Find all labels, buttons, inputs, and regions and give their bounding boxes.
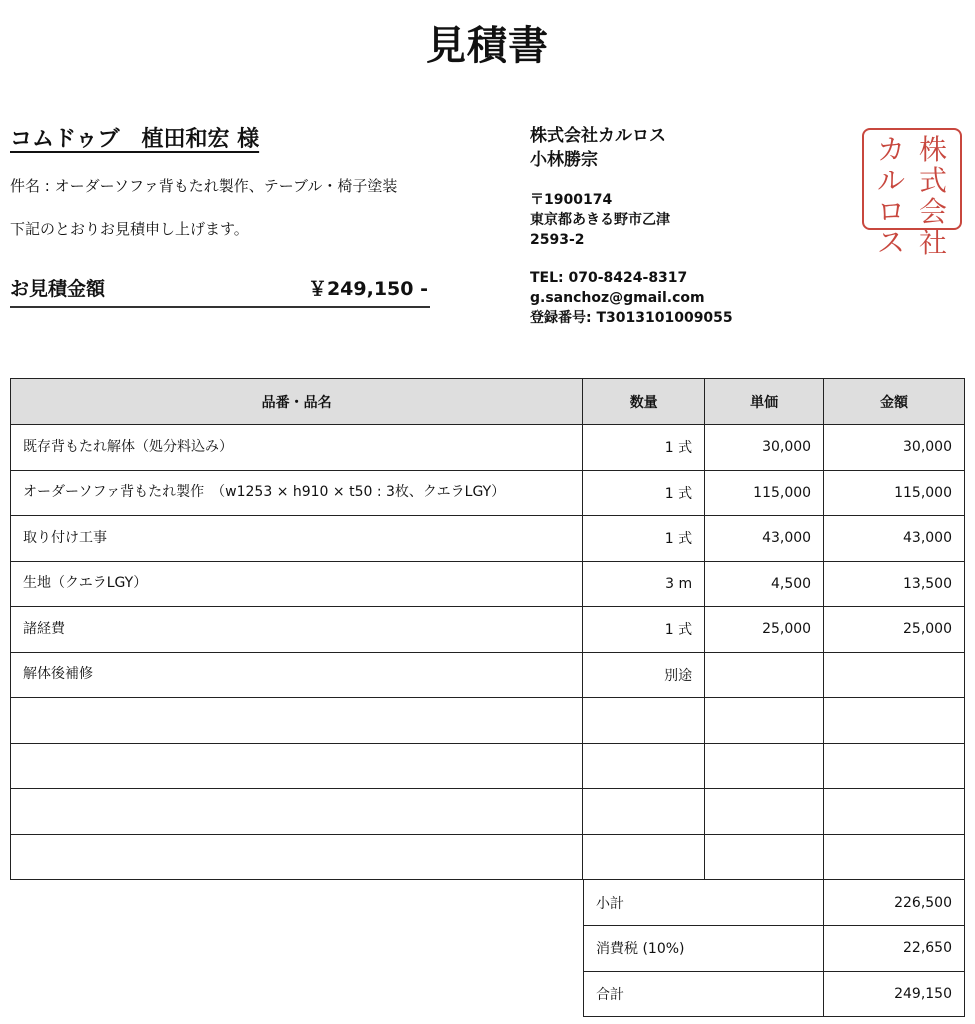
row-quantity <box>583 834 705 880</box>
issuer-postal: 〒1900174 <box>530 192 613 208</box>
header-item-name: 品番・品名 <box>11 379 583 425</box>
table-row <box>11 698 965 744</box>
subtotal-label: 小計 <box>584 880 824 926</box>
seal-column-left: カ ル ロ ス <box>876 133 905 259</box>
row-amount <box>824 652 965 698</box>
company-seal-stamp <box>862 128 962 259</box>
row-unit-price: 43,000 <box>705 516 824 562</box>
row-item-name: 既存背もたれ解体（処分料込み） <box>11 425 583 471</box>
row-amount: 43,000 <box>824 516 965 562</box>
row-amount: 30,000 <box>824 425 965 471</box>
tax-value: 22,650 <box>824 926 965 972</box>
row-quantity <box>583 698 705 744</box>
row-item-name: オーダーソファ背もたれ製作 （w1253 × h910 × t50 : 3枚、クエラLGY） <box>11 470 583 516</box>
row-item-name <box>11 834 583 880</box>
issuer-address1: 東京都あきる野市乙津 <box>530 212 670 228</box>
grand-total-label: 合計 <box>584 971 824 1017</box>
table-row <box>11 470 965 516</box>
row-amount: 13,500 <box>824 561 965 607</box>
row-item-name: 生地（クエラLGY） <box>11 561 583 607</box>
row-item-name: 取り付け工事 <box>11 516 583 562</box>
row-amount <box>824 698 965 744</box>
row-amount: 25,000 <box>824 607 965 653</box>
header-quantity: 数量 <box>583 379 705 425</box>
row-amount <box>824 789 965 835</box>
intro-text: 下記のとおりお見積申し上げます。 <box>10 220 249 238</box>
subject-line: 件名 : オーダーソファ背もたれ製作、テーブル・椅子塗装 <box>10 177 398 195</box>
quote-total-value: ￥249,150 - <box>307 278 428 300</box>
tax-row <box>584 926 965 972</box>
row-amount: 115,000 <box>824 470 965 516</box>
row-unit-price: 4,500 <box>705 561 824 607</box>
grand-total-row <box>584 971 965 1017</box>
issuer-email: g.sanchoz@gmail.com <box>530 290 705 306</box>
row-quantity: 1 式 <box>583 607 705 653</box>
issuer-tel: TEL: 070-8424-8317 <box>530 270 688 286</box>
row-unit-price: 30,000 <box>705 425 824 471</box>
row-quantity <box>583 789 705 835</box>
row-amount <box>824 834 965 880</box>
table-row <box>11 652 965 698</box>
header-amount: 金額 <box>824 379 965 425</box>
row-unit-price <box>705 743 824 789</box>
row-item-name <box>11 743 583 789</box>
row-item-name: 諸経費 <box>11 607 583 653</box>
items-table <box>10 378 965 880</box>
header-unit-price: 単価 <box>705 379 824 425</box>
issuer-company: 株式会社カルロス <box>530 126 666 146</box>
row-quantity: 1 式 <box>583 425 705 471</box>
table-row <box>11 789 965 835</box>
row-unit-price: 25,000 <box>705 607 824 653</box>
issuer-address2: 2593-2 <box>530 232 585 248</box>
row-unit-price <box>705 652 824 698</box>
row-unit-price: 115,000 <box>705 470 824 516</box>
row-unit-price <box>705 789 824 835</box>
row-quantity: 1 式 <box>583 470 705 516</box>
row-unit-price <box>705 834 824 880</box>
table-row <box>11 834 965 880</box>
seal-column-right: 株 式 会 社 <box>918 133 947 259</box>
table-row <box>11 425 965 471</box>
issuer-person: 小林勝宗 <box>530 150 598 170</box>
quote-total-box <box>10 272 430 308</box>
row-quantity <box>583 743 705 789</box>
table-row <box>11 607 965 653</box>
subtotal-value: 226,500 <box>824 880 965 926</box>
subtotal-row <box>584 880 965 926</box>
tax-label: 消費税 (10%) <box>584 926 824 972</box>
quote-total-label: お見積金額 <box>10 278 106 300</box>
document-title: 見積書 <box>426 23 549 69</box>
table-row <box>11 743 965 789</box>
row-item-name: 解体後補修 <box>11 652 583 698</box>
recipient-name: コムドゥブ 植田和宏 様 <box>10 127 260 152</box>
row-amount <box>824 743 965 789</box>
row-quantity: 1 式 <box>583 516 705 562</box>
row-quantity: 3 m <box>583 561 705 607</box>
row-item-name <box>11 698 583 744</box>
grand-total-value: 249,150 <box>824 971 965 1017</box>
items-header-row <box>11 379 965 425</box>
summary-table <box>583 880 965 1017</box>
table-row <box>11 561 965 607</box>
issuer-block <box>530 124 733 328</box>
row-unit-price <box>705 698 824 744</box>
issuer-registration: 登録番号: T3013101009055 <box>530 310 733 326</box>
table-row <box>11 516 965 562</box>
row-quantity: 別途 <box>583 652 705 698</box>
row-item-name <box>11 789 583 835</box>
